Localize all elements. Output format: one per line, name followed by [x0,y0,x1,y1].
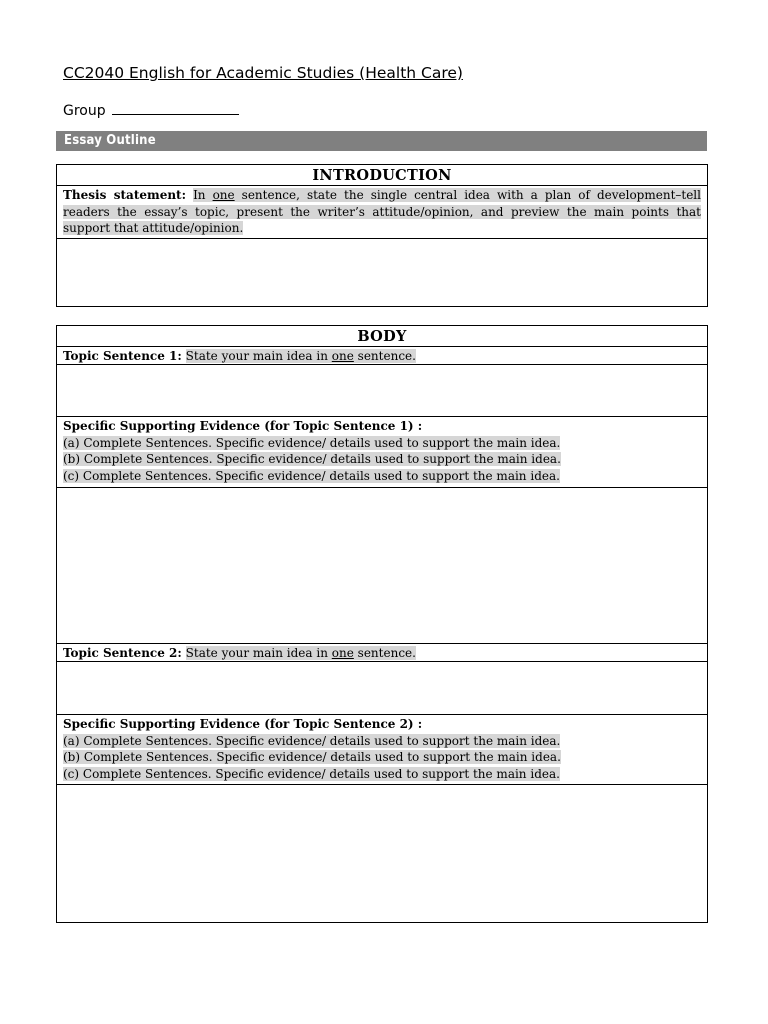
evidence-1-item-a: (a) Complete Sentences. Specific evidence/ details used to support the main idea. [63,435,561,450]
topic-sentence-2-prompt [57,644,707,662]
topic-sentence-1-instruction [186,349,416,363]
topic-sentence-2-label: Topic Sentence 2: [63,646,182,660]
ts2-suffix: sentence. [357,646,416,660]
evidence-2-item-c: (c) Complete Sentences. Specific evidence/ details used to support the main idea. [63,766,560,781]
topic-sentence-1-answer-area[interactable] [57,365,707,417]
ts2-prefix: State your main idea in [185,646,328,660]
group-blank-line[interactable] [112,100,239,115]
thesis-label: Thesis statement: [63,188,187,202]
ts2-emphasis: one [331,646,354,660]
topic-sentence-1-prompt [57,347,707,365]
evidence-2-label: Specific Supporting Evidence (for Topic Sentence 2) : [63,717,423,731]
evidence-2-prompt [57,715,707,785]
ts1-suffix: sentence. [357,349,416,363]
evidence-2-item-a: (a) Complete Sentences. Specific evidence/ details used to support the main idea. [63,733,561,748]
body-table [56,325,708,923]
body-heading: BODY [57,326,707,347]
ts1-emphasis: one [331,349,354,363]
group-field [63,100,239,119]
evidence-2-answer-area[interactable] [57,785,707,921]
evidence-1-item-c: (c) Complete Sentences. Specific evidence/ details used to support the main idea. [63,468,560,483]
evidence-1-label: Specific Supporting Evidence (for Topic Sentence 1) : [63,419,423,433]
evidence-1-prompt [57,417,707,488]
essay-outline-bar: Essay Outline [56,131,707,151]
course-title: CC2040 English for Academic Studies (Health Care) [63,64,463,82]
topic-sentence-1-label: Topic Sentence 1: [63,349,182,363]
thesis-answer-area[interactable] [57,239,707,307]
evidence-1-item-b: (b) Complete Sentences. Specific evidence/ details used to support the main idea. [63,452,561,466]
group-label: Group [63,103,106,119]
introduction-table [56,164,708,307]
evidence-2-item-b: (b) Complete Sentences. Specific evidence/ details used to support the main idea. [63,750,561,764]
topic-sentence-2-instruction [186,646,416,660]
topic-sentence-2-answer-area[interactable] [57,662,707,715]
thesis-text: sentence, state the single central idea with a plan of development–tell readers the essay’s topic, present the writer’s attitude/opinion, and preview the main points that support that attitude/opinion. [63,188,701,235]
thesis-instruction [57,186,707,239]
thesis-prefix: In [193,188,206,202]
introduction-heading: INTRODUCTION [57,165,707,186]
evidence-1-answer-area[interactable] [57,488,707,644]
ts1-prefix: State your main idea in [185,349,328,363]
thesis-emphasis: one [212,188,235,202]
